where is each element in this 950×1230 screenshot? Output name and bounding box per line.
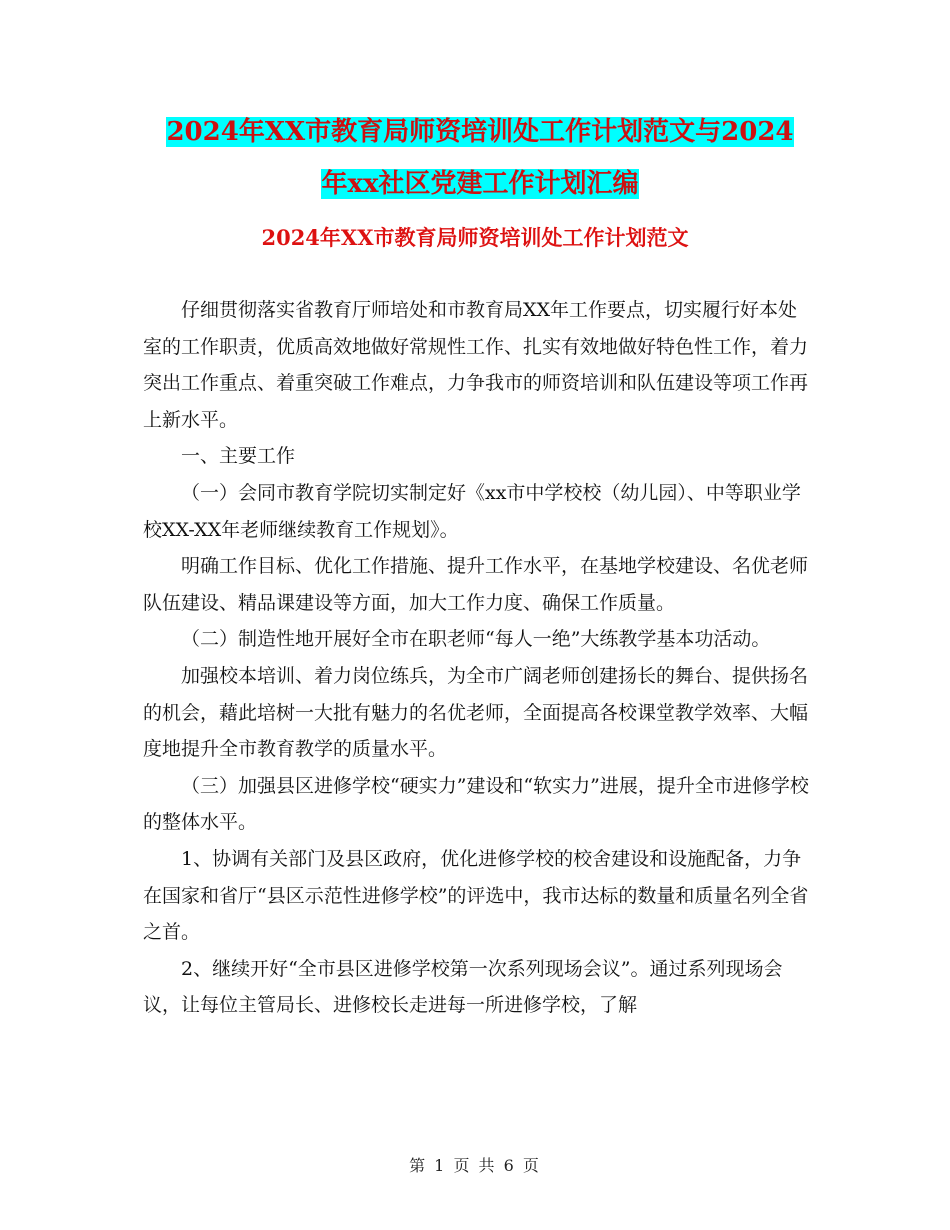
paragraph: 仔细贯彻落实省教育厅师培处和市教育局XX年工作要点，切实履行好本处室的工作职责，优质高效地做好常规性工作、扎实有效地做好特色性工作，着力突出工作重点、着重突破工作难点，力争我市的师资培训和队伍建设等项工作再上新水平。 [143,299,809,431]
paragraph: 加强校本培训、着力岗位练兵，为全市广阔老师创建扬长的舞台、提供扬名的机会，藉此培树一大批有魅力的名优老师，全面提高各校课堂教学效率、大幅度地提升全市教育教学的质量水平。 [143,664,809,761]
paragraph: 明确工作目标、优化工作措施、提升工作水平，在基地学校建设、名优老师队伍建设、精品课建设等方面，加大工作力度、确保工作质量。 [143,555,809,614]
paragraph: （二）制造性地开展好全市在职老师“每人一绝”大练教学基本功活动。 [181,628,771,651]
document-title-line-1: 2024年XX市教育局师资培训处工作计划范文与2024 [166,117,794,147]
document-title [150,106,810,210]
document-title-line-2: 年xx社区党建工作计划汇编 [321,169,639,199]
section-title: 2024年XX市教育局师资培训处工作计划范文 [261,225,689,250]
paragraph: 一、主要工作 [181,445,296,468]
paragraph: （三）加强县区进修学校“硬实力”建设和“软实力”进展，提升全市进修学校的整体水平。 [143,774,809,834]
page-footer: 第 1 页 共 6 页 [409,1156,541,1175]
paragraph: 2、继续开好“全市县区进修学校第一次系列现场会议”。通过系列现场会议，让每位主管局长、进修校长走进每一所进修学校，了解 [143,957,783,1017]
paragraph: （一）会同市教育学院切实制定好《xx市中学校校（幼儿园）、中等职业学校XX-XX年老师继续教育工作规划》。 [143,481,801,541]
paragraph: 1、协调有关部门及县区政府，优化进修学校的校舍建设和设施配备，力争在国家和省厅“县区示范性进修学校”的评选中，我市达标的数量和质量名列全省之首。 [143,847,809,944]
body-text [143,292,813,1024]
